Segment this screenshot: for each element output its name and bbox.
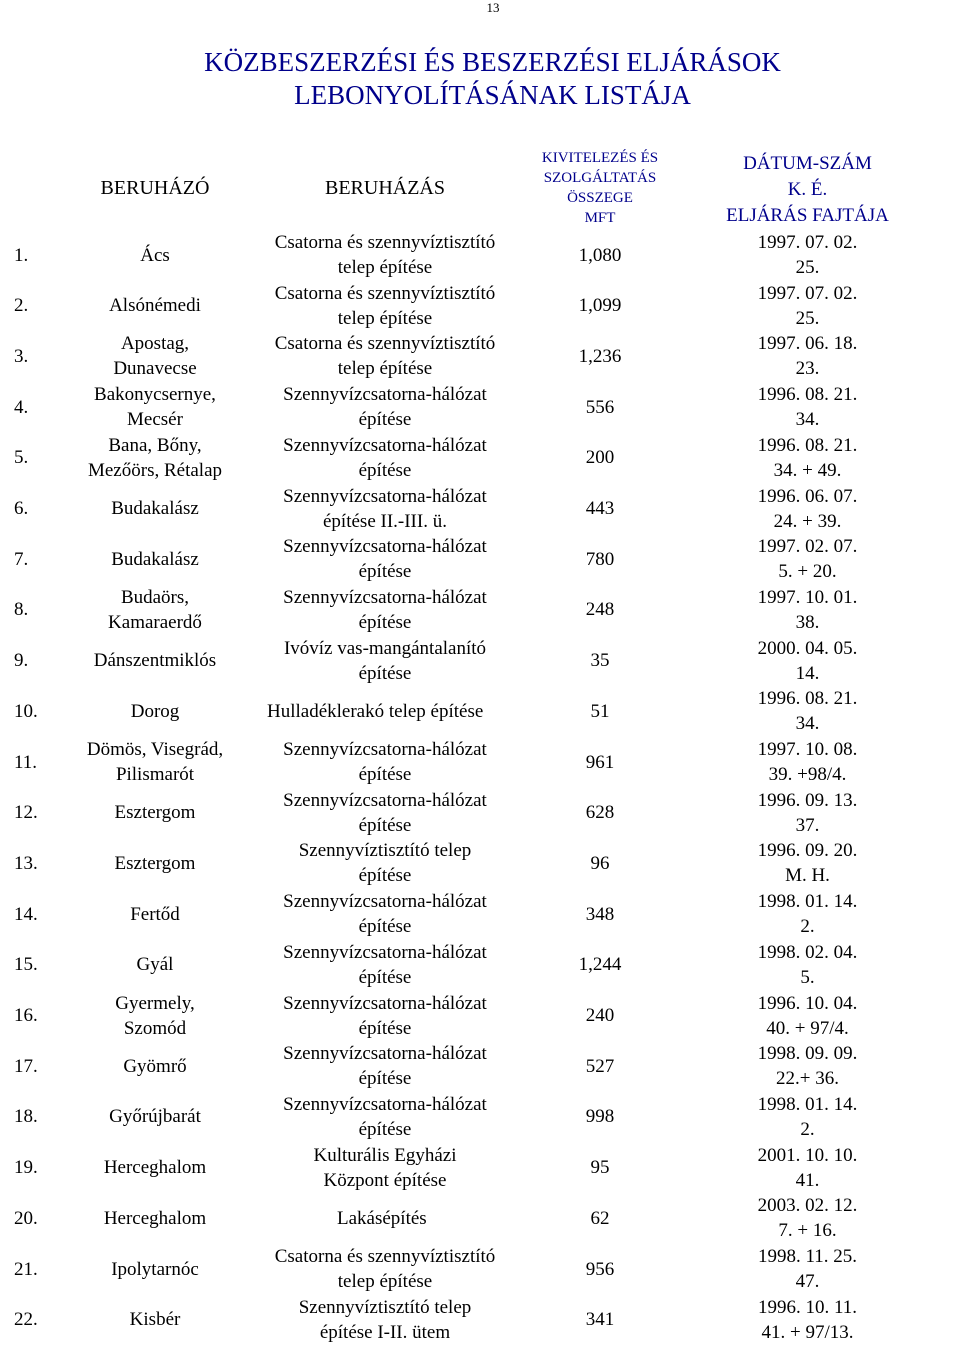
row-number: 21.: [14, 1258, 38, 1280]
project-cell: Szennyvíztisztító telep építése: [298, 840, 472, 887]
project-cell: Szennyvízcsatorna-hálózat építése: [283, 891, 487, 938]
row-number: 2.: [14, 295, 29, 317]
cost-cell: 341: [585, 1309, 615, 1331]
investor-cell: Herceghalom: [103, 1157, 207, 1179]
project-cell: Szennyvízcsatorna-hálózat építése II.-III. ü.: [283, 485, 487, 532]
table-row: [0, 534, 960, 584]
project-cell: Szennyvízcsatorna-hálózat építése: [283, 536, 487, 583]
header-cost-line-4: MFT: [584, 210, 616, 226]
table-row: [0, 281, 960, 331]
investor-cell: Ipolytarnóc: [111, 1258, 199, 1280]
project-cell: Csatorna és szennyvíztisztító telep építése: [274, 232, 496, 278]
table-row: [0, 636, 960, 686]
investor-cell: Ács: [140, 244, 170, 266]
project-cell: Szennyvízcsatorna-hálózat építése: [283, 992, 487, 1039]
row-number: 12.: [14, 802, 38, 824]
investor-cell: Dorog: [130, 700, 180, 722]
table-row: [0, 331, 960, 381]
investor-cell: Gyermely, Szomód: [115, 992, 195, 1039]
date-cell: 1996. 10. 04. 40. + 97/4.: [757, 992, 858, 1039]
header-date-line-3: ELJÁRÁS FAJTÁJA: [726, 205, 889, 226]
date-cell: 1997. 07. 02. 25.: [757, 282, 858, 329]
investor-cell: Fertőd: [130, 903, 180, 925]
investor-cell: Dömös, Visegrád, Pilismarót: [86, 739, 224, 785]
table-row: [0, 1295, 960, 1345]
cost-cell: 443: [585, 498, 615, 519]
table-row: [0, 940, 960, 990]
row-number: 8.: [14, 599, 29, 621]
date-cell: 1997. 07. 02. 25.: [757, 232, 858, 278]
row-number: 5.: [14, 447, 29, 469]
investor-cell: Budakalász: [111, 548, 199, 570]
project-cell: Szennyvízcsatorna-hálózat építése: [283, 1043, 487, 1090]
row-number: 10.: [14, 700, 38, 722]
project-cell: Szennyvízcsatorna-hálózat építése: [283, 1093, 487, 1140]
investor-cell: Gyál: [136, 954, 174, 976]
table-row: [0, 686, 960, 736]
date-cell: 2001. 10. 10. 41.: [757, 1144, 858, 1191]
row-number: 11.: [14, 751, 38, 773]
row-number: 3.: [14, 345, 29, 367]
date-cell: 1996. 08. 21. 34. + 49.: [757, 434, 858, 481]
investor-cell: Bana, Bőny, Mezőörs, Rétalap: [87, 434, 222, 481]
date-cell: 1998. 09. 09. 22.+ 36.: [757, 1043, 858, 1090]
cost-cell: 1,080: [578, 244, 622, 266]
cost-cell: 780: [585, 548, 615, 570]
investor-cell: Alsónémedi: [109, 295, 201, 317]
cost-cell: 1,099: [578, 295, 622, 317]
table-row: [0, 991, 960, 1041]
table-row: [0, 788, 960, 838]
row-number: 19.: [14, 1157, 38, 1179]
investor-cell: Gyömrő: [123, 1055, 187, 1077]
date-cell: 1997. 06. 18. 23.: [757, 333, 858, 380]
cost-cell: 527: [585, 1055, 615, 1077]
header-date-line-1: DÁTUM-SZÁM: [743, 153, 872, 174]
date-cell: 1997. 02. 07. 5. + 20.: [757, 536, 858, 583]
investor-cell: Apostag, Dunavecse: [113, 333, 197, 380]
investor-cell: Kisbér: [129, 1309, 181, 1331]
date-cell: 2000. 04. 05. 14.: [757, 637, 858, 684]
table-row: [0, 585, 960, 635]
cost-cell: 96: [590, 852, 610, 874]
date-cell: 1998. 11. 25. 47.: [757, 1246, 858, 1292]
project-cell: Szennyvízcsatorna-hálózat építése: [283, 941, 487, 988]
cost-cell: 998: [585, 1106, 615, 1128]
date-cell: 1998. 02. 04. 5.: [757, 941, 858, 988]
date-cell: 1996. 09. 20. M. H.: [757, 840, 858, 887]
table-row: [0, 1244, 960, 1294]
date-cell: 1998. 01. 14. 2.: [757, 891, 858, 938]
cost-cell: 248: [585, 599, 615, 621]
cost-cell: 1,236: [578, 345, 622, 367]
project-cell: Lakásépítés: [337, 1207, 427, 1229]
cost-cell: 35: [590, 650, 610, 672]
date-cell: 1997. 10. 08. 39. +98/4.: [757, 739, 858, 785]
cost-cell: 200: [585, 447, 615, 469]
project-cell: Kulturális Egyházi Központ építése: [313, 1144, 457, 1191]
cost-cell: 95: [590, 1157, 610, 1179]
table-row: [0, 838, 960, 888]
table-row: [0, 484, 960, 534]
project-cell: Csatorna és szennyvíztisztító telep építése: [274, 333, 496, 380]
header-date-line-2: K. É.: [787, 179, 828, 200]
cost-cell: 961: [585, 751, 615, 773]
title-line-2: LEBONYOLÍTÁSÁNAK LISTÁJA: [294, 80, 691, 110]
cost-cell: 51: [590, 700, 610, 722]
row-number: 15.: [14, 954, 38, 976]
project-cell: Szennyvízcsatorna-hálózat építése: [283, 434, 487, 481]
table-row: [0, 230, 960, 280]
cost-cell: 62: [590, 1207, 610, 1229]
title-line-1: KÖZBESZERZÉSI ÉS BESZERZÉSI ELJÁRÁSOK: [204, 47, 781, 77]
cost-cell: 1,244: [578, 954, 622, 976]
investor-cell: Győrújbarát: [109, 1106, 201, 1128]
header-cost-line-1: KIVITELEZÉS ÉS: [541, 150, 659, 166]
date-cell: 1996. 10. 11. 41. + 97/13.: [757, 1296, 858, 1343]
table-row: [0, 433, 960, 483]
project-cell: Hulladéklerakó telep építése: [267, 700, 484, 722]
date-cell: 2003. 02. 12. 7. + 16.: [757, 1195, 858, 1242]
row-number: 20.: [14, 1207, 38, 1229]
cost-cell: 556: [585, 396, 615, 418]
row-number: 16.: [14, 1005, 38, 1026]
project-cell: Szennyvízcsatorna-hálózat építése: [283, 384, 487, 431]
date-cell: 1996. 06. 07. 24. + 39.: [757, 485, 858, 532]
row-number: 1.: [14, 244, 29, 266]
page-number: 13: [486, 0, 500, 15]
row-number: 4.: [14, 396, 29, 418]
cost-cell: 348: [585, 903, 615, 925]
project-cell: Szennyvíztisztító telep építése I-II. ütem: [298, 1296, 472, 1343]
project-cell: Szennyvízcsatorna-hálózat építése: [283, 789, 487, 836]
row-number: 22.: [14, 1309, 38, 1331]
header-cost-line-3: ÖSSZEGE: [567, 190, 633, 206]
table-row: [0, 382, 960, 432]
date-cell: 1996. 08. 21. 34.: [757, 384, 858, 431]
table-row: [0, 737, 960, 787]
project-cell: Szennyvízcsatorna-hálózat építése: [283, 739, 487, 785]
investor-cell: Budakalász: [111, 498, 199, 519]
investor-cell: Dánszentmiklós: [93, 650, 217, 672]
investor-cell: Esztergom: [114, 802, 196, 824]
investor-cell: Herceghalom: [103, 1207, 207, 1229]
cost-cell: 956: [585, 1258, 615, 1280]
date-cell: 1996. 09. 13. 37.: [757, 789, 858, 836]
row-number: 17.: [14, 1055, 38, 1077]
date-cell: 1998. 01. 14. 2.: [757, 1093, 858, 1140]
table-row: [0, 889, 960, 939]
date-cell: 1996. 08. 21. 34.: [757, 688, 858, 735]
investor-cell: Budaörs, Kamaraerdő: [108, 586, 202, 633]
project-cell: Csatorna és szennyvíztisztító telep építése: [274, 1246, 496, 1292]
header-cost-line-2: SZOLGÁLTATÁS: [543, 170, 657, 186]
header-investor: BERUHÁZÓ: [100, 177, 210, 199]
row-number: 7.: [14, 548, 29, 570]
row-number: 6.: [14, 498, 29, 519]
project-cell: Ivóvíz vas-mangántalanító építése: [283, 637, 487, 684]
table-row: [0, 1143, 960, 1193]
project-cell: Csatorna és szennyvíztisztító telep építése: [274, 282, 496, 329]
investor-cell: Esztergom: [114, 852, 196, 874]
table-row: [0, 1193, 960, 1243]
project-cell: Szennyvízcsatorna-hálózat építése: [283, 586, 487, 633]
cost-cell: 628: [585, 802, 615, 824]
row-number: 18.: [14, 1106, 38, 1128]
header-project: BERUHÁZÁS: [324, 177, 445, 199]
cost-cell: 240: [585, 1005, 615, 1026]
row-number: 13.: [14, 852, 38, 874]
row-number: 9.: [14, 650, 29, 672]
date-cell: 1997. 10. 01. 38.: [757, 586, 858, 633]
table-row: [0, 1092, 960, 1142]
investor-cell: Bakonycsernye, Mecsér: [94, 384, 216, 431]
table-row: [0, 1041, 960, 1091]
row-number: 14.: [14, 903, 38, 925]
